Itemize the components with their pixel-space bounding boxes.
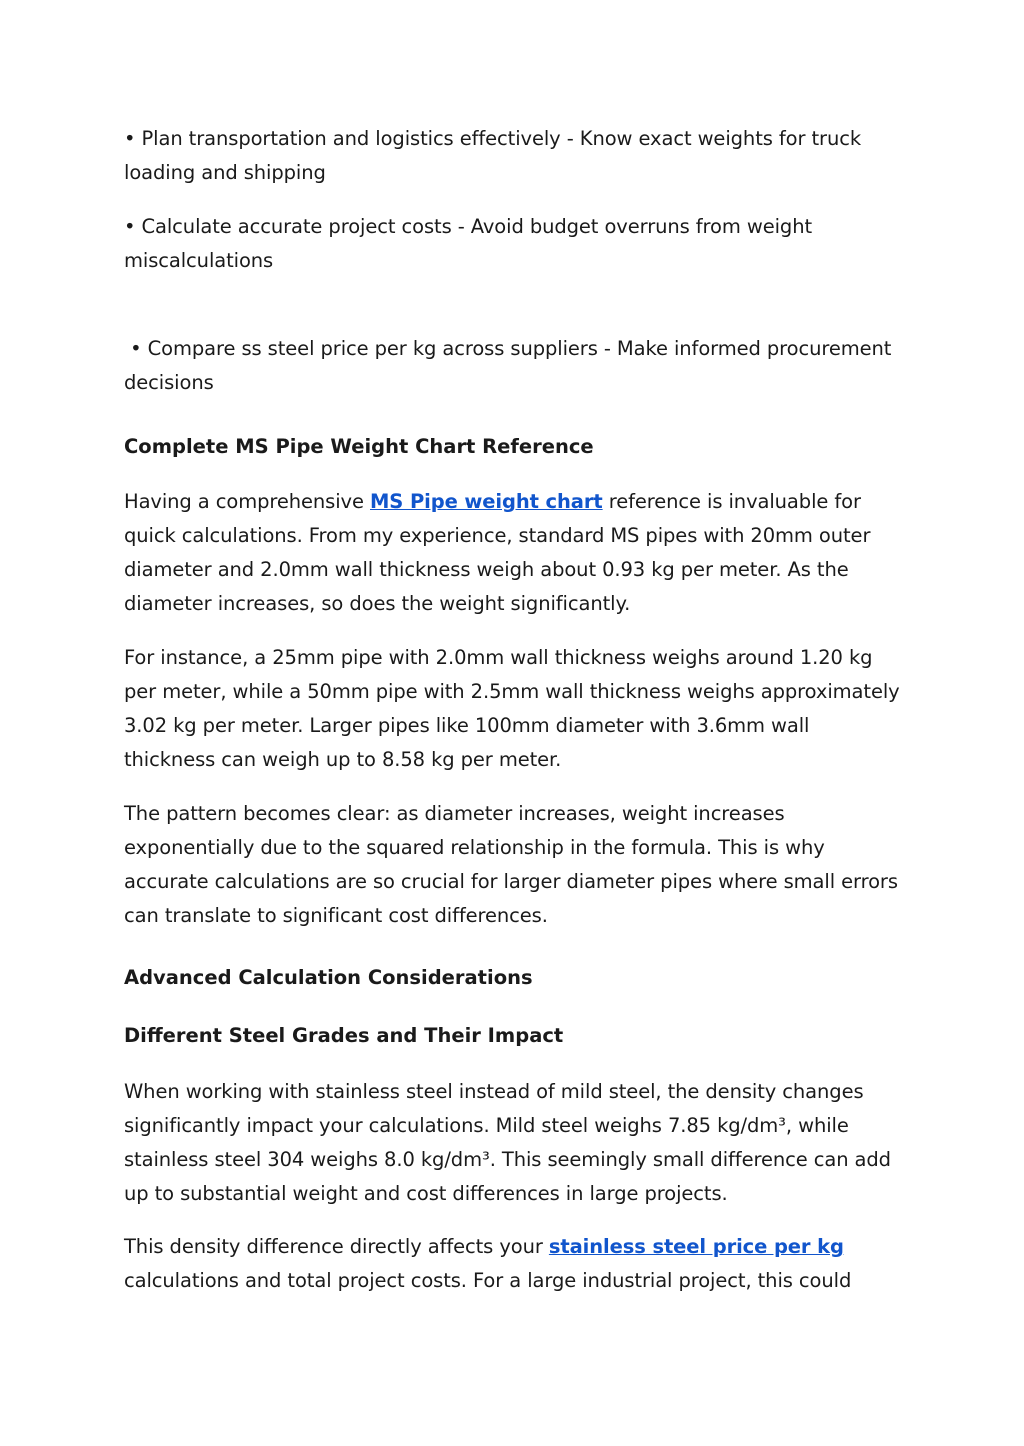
- paragraph-text: This density difference directly affects your: [124, 1235, 549, 1258]
- subheading-steel-grades: Different Steel Grades and Their Impact: [124, 1024, 564, 1047]
- paragraph-weight-chart-intro: [124, 485, 904, 621]
- paragraph-pattern: The pattern becomes clear: as diameter increases, weight increases exponentially due to the squared relationship in the formula. This is why accurate calculations are so crucial for larger diameter pipes where small errors can translate to significant cost differences.: [124, 802, 898, 927]
- paragraph-density-cost: [124, 1230, 904, 1298]
- stainless-steel-price-link[interactable]: stainless steel price per kg: [548, 1235, 844, 1258]
- paragraph-text: Having a comprehensive: [124, 490, 370, 513]
- bullet-logistics: • Plan transportation and logistics effectively - Know exact weights for truck loading and shipping: [124, 127, 862, 184]
- paragraph-text: calculations and total project costs. For a large industrial project, this could: [124, 1269, 852, 1292]
- paragraph-density: When working with stainless steel instead of mild steel, the density changes significantly impact your calculations. Mild steel weighs 7.85 kg/dm³, while stainless steel 304 weighs 8.0 kg/dm³. This seemingly small difference can add up to substantial weight and cost differences in large projects.: [124, 1080, 891, 1205]
- bullet-compare-prices: • Compare ss steel price per kg across suppliers - Make informed procurement decisions: [124, 337, 898, 394]
- paragraph-text: reference is invaluable for quick calculations. From my experience, standard MS pipes with 20mm outer diameter and 2.0mm wall thickness weigh about 0.93 kg per meter. As the diameter increases, so does the weight significantly.: [124, 490, 871, 615]
- heading-ms-pipe-weight-chart: Complete MS Pipe Weight Chart Reference: [124, 435, 594, 458]
- bullet-project-costs: • Calculate accurate project costs - Avoid budget overruns from weight miscalculations: [124, 215, 813, 272]
- paragraph-pipe-examples: For instance, a 25mm pipe with 2.0mm wall thickness weighs around 1.20 kg per meter, while a 50mm pipe with 2.5mm wall thickness weighs approximately 3.02 kg per meter. Larger pipes like 100mm diameter with 3.6mm wall thickness can weigh up to 8.58 kg per meter.: [124, 646, 900, 771]
- heading-advanced-calculation: Advanced Calculation Considerations: [124, 966, 533, 989]
- ms-pipe-weight-chart-link[interactable]: MS Pipe weight chart: [370, 490, 603, 513]
